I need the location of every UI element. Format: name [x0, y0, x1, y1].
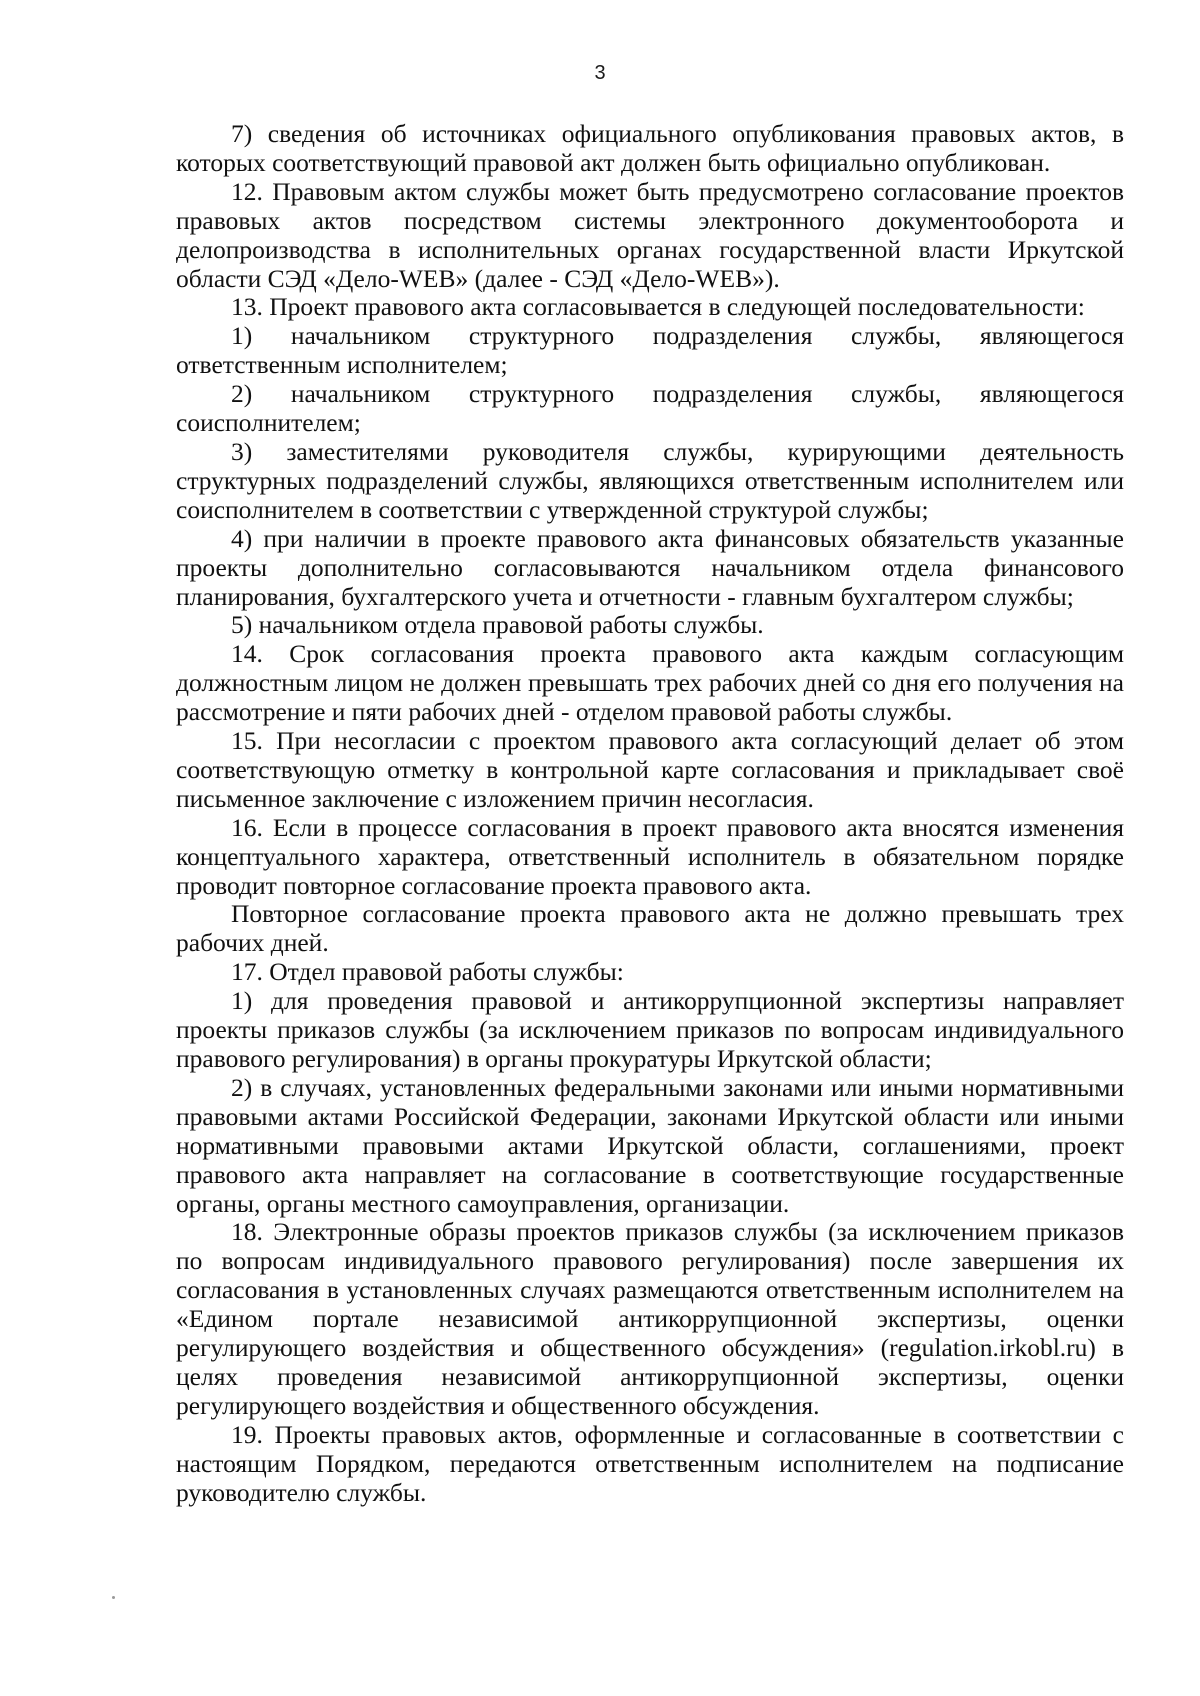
- clause-13-item-2: 2) начальником структурного подразделения службы, являющегося соисполнителем;: [176, 379, 1124, 438]
- clause-13-item-4: 4) при наличии в проекте правового акта финансовых обязательств указанные проекты дополнительно согласовываются начальником отдела финансового планирования, бухгалтерского учета и отчетности - главным бухгалтером службы;: [176, 523, 1124, 611]
- clause-17: 17. Отдел правовой работы службы:: [231, 957, 624, 987]
- clause-19: 19. Проекты правовых актов, оформленные и согласованные в соответствии с настоящим Порядком, передаются ответственным исполнителем на подписание руководителю службы.: [176, 1419, 1124, 1507]
- clause-13-item-3: 3) заместителями руководителя службы, курирующими деятельность структурных подразделений службы, являющихся ответственным исполнителем или соисполнителем в соответствии с утвержденной структурой службы;: [176, 436, 1124, 524]
- clause-16-repeat-approval: Повторное согласование проекта правового акта не должно превышать трех рабочих дней.: [176, 899, 1124, 958]
- clause-17-item-2: 2) в случаях, установленных федеральными законами или иными нормативными правовыми актами Российской Федерации, законами Иркутской области или иными нормативными правовыми актами Иркутской области, соглашениями, проект правового акта направляет на согласование в соответствующие государственные органы, органы местного самоуправления, организации.: [176, 1072, 1124, 1218]
- clause-16: 16. Если в процессе согласования в проект правового акта вносятся изменения концептуального характера, ответственный исполнитель в обязательном порядке проводит повторное согласование проекта правового акта.: [176, 812, 1124, 900]
- clause-14: 14. Срок согласования проекта правового акта каждым согласующим должностным лицом не должен превышать трех рабочих дней со дня его получения на рассмотрение и пяти рабочих дней - отделом правовой работы службы.: [176, 639, 1124, 727]
- clause-12: 12. Правовым актом службы может быть предусмотрено согласование проектов правовых актов посредством системы электронного документооборота и делопроизводства в исполнительных органах государственной власти Иркутской области СЭД «Дело-WEB» (далее - СЭД «Дело-WEB»).: [176, 176, 1124, 293]
- clause-13-item-1: 1) начальником структурного подразделения службы, являющегося ответственным исполнителем;: [176, 321, 1124, 380]
- clause-18: 18. Электронные образы проектов приказов службы (за исключением приказов по вопросам индивидуального правового регулирования) после завершения их согласования в установленных случаях размещаются ответственным исполнителем на «Едином портале независимой антикоррупционной экспертизы, оценки регулирующего воздействия и общественного обсуждения» (regulation.irkobl.ru) в целях проведения независимой антикоррупционной экспертизы, оценки регулирующего воздействия и общественного обсуждения.: [176, 1217, 1124, 1420]
- page-number: 3: [594, 62, 606, 84]
- clause-13: 13. Проект правового акта согласовывается в следующей последовательности:: [231, 292, 1085, 322]
- clause-15: 15. При несогласии с проектом правового акта согласующий делает об этом соответствующую отметку в контрольной карте согласования и прикладывает своё письменное заключение с изложением причин несогласия.: [176, 726, 1124, 813]
- scan-speck: [112, 1596, 115, 1599]
- clause-13-item-5: 5) начальником отдела правовой работы службы.: [231, 610, 764, 640]
- item-7-publication-sources: 7) сведения об источниках официального опубликования правовых актов, в которых соответствующий правовой акт должен быть официально опубликован.: [176, 119, 1124, 177]
- document-body: [176, 120, 1124, 1508]
- clause-17-item-1: 1) для проведения правовой и антикоррупционной экспертизы направляет проекты приказов службы (за исключением приказов по вопросам индивидуального правового регулирования) в органы прокуратуры Иркутской области;: [176, 986, 1124, 1073]
